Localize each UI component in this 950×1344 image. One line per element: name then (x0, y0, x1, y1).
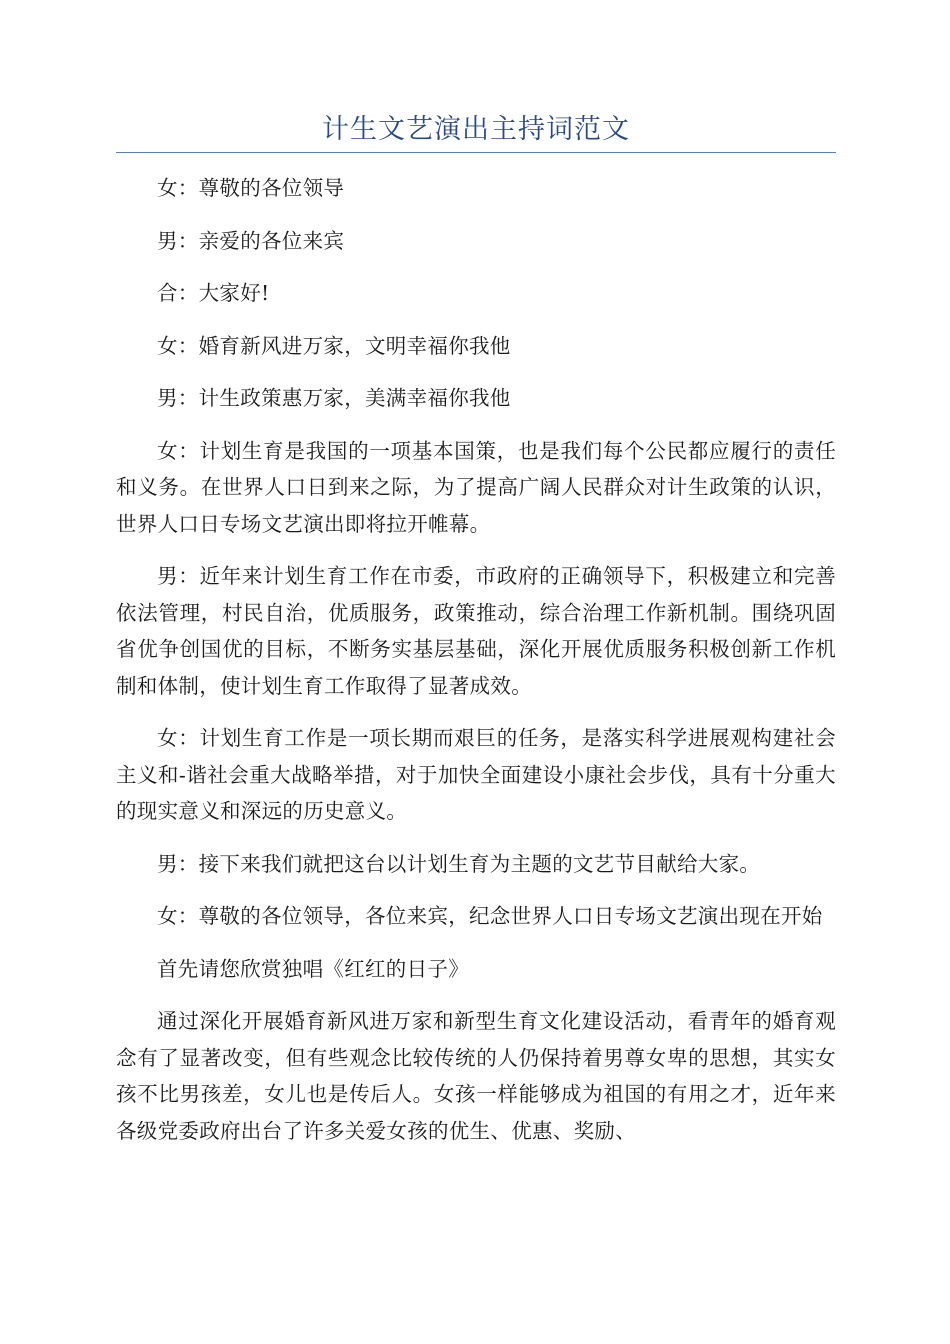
paragraph: 首先请您欣赏独唱《红红的日子》 (157, 956, 469, 981)
paragraph: 女：婚育新风进万家，文明幸福你我他 (157, 333, 511, 358)
paragraph: 男：亲爱的各位来宾 (157, 228, 345, 253)
paragraph: 女：尊敬的各位领导 (157, 176, 345, 200)
paragraph: 女：计划生育是我国的一项基本国策，也是我们每个公民都应履行的责任和义务。在世界人口日到来之际，为了提高广阔人民群众对计生政策的认识，世界人口日专场文艺演出即将拉开帷幕。 (116, 438, 836, 536)
document-body (116, 170, 836, 1149)
paragraph: 合：大家好! (157, 281, 270, 305)
paragraph: 女：计划生育工作是一项长期而艰巨的任务，是落实科学进展观构建社会主义和-谐社会重大战略举措，对于加快全面建设小康社会步伐，具有十分重大的现实意义和深远的历史意义。 (116, 726, 836, 823)
document-title: 计生文艺演出主持词范文 (116, 110, 836, 153)
paragraph: 女：尊敬的各位领导，各位来宾，纪念世界人口日专场文艺演出现在开始 (157, 904, 823, 928)
paragraph: 男：近年来计划生育工作在市委，市政府的正确领导下，积极建立和完善依法管理，村民自治，优质服务，政策推动，综合治理工作新机制。围绕巩固省优争创国优的目标，不断务实基层基础，深化开展优质服务积极创新工作机制和体制，使计划生育工作取得了显著成效。 (116, 564, 836, 698)
paragraph: 通过深化开展婚育新风进万家和新型生育文化建设活动，看青年的婚育观念有了显著改变，但有些观念比较传统的人仍保持着男尊女卑的思想，其实女孩不比男孩差，女儿也是传后人。女孩一样能够成为祖国的有用之才，近年来各级党委政府出台了许多关爱女孩的优生、优惠、奖励、 (116, 1009, 836, 1143)
paragraph: 男：接下来我们就把这台以计划生育为主题的文艺节目献给大家。 (157, 851, 761, 876)
paragraph: 男：计生政策惠万家，美满幸福你我他 (157, 386, 511, 410)
document-page (116, 110, 836, 1165)
